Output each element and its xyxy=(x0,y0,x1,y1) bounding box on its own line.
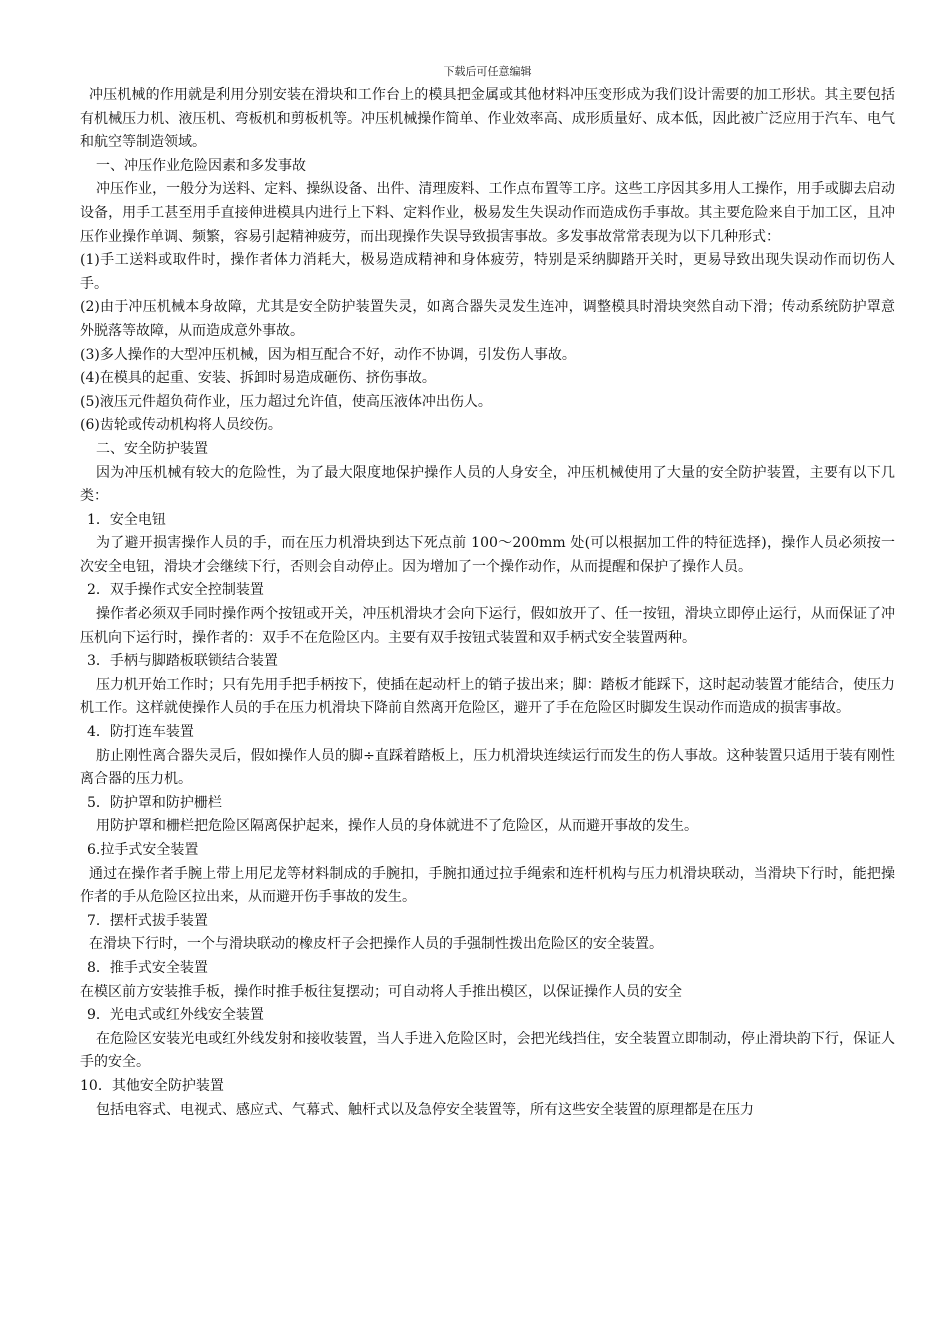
hazard-item-2: (2)由于冲压机械本身故障，尤其是安全防护装置失灵，如离合器失灵发生连冲，调整模具时滑块突然自动下滑；传动系统防护罩意外脱落等故障，从而造成意外事故。 xyxy=(80,299,895,339)
device-9-heading: 9．光电式或红外线安全装置 xyxy=(87,1007,264,1024)
device-5-body: 用防护罩和栅栏把危险区隔离保护起来，操作人员的身体就进不了危险区，从而避开事故的发生。 xyxy=(96,818,698,835)
device-7-body: 在滑块下行时，一个与滑块联动的橡皮杆子会把操作人员的手强制性拨出危险区的安全装置。 xyxy=(89,936,663,953)
device-4-heading: 4．防打连车装置 xyxy=(87,724,194,741)
document-page xyxy=(80,64,895,1122)
device-8-heading: 8．推手式安全装置 xyxy=(87,959,208,976)
device-1-heading: 1．安全电钮 xyxy=(87,511,166,528)
hazard-item-6: (6)齿轮或传动机构将人员绞伤。 xyxy=(80,417,282,434)
device-1-body: 为了避开损害操作人员的手，而在压力机滑块到达下死点前 100～200mm 处(可以根据加工件的特征选择)，操作人员必须按一次安全电钮，滑块才会继续下行，否则会自动停止。因为增加了一个操作动作，从而提醒和保护了操作人员。 xyxy=(80,535,895,575)
device-4-body: 肪止刚性离合器失灵后，假如操作人员的脚÷直踩着踏板上，压力机滑块连续运行而发生的伤人事故。这种装置只适用于装有刚性离合器的压力机。 xyxy=(80,747,895,788)
device-6-body: 通过在操作者手腕上带上用尼龙等材料制成的手腕扣，手腕扣通过拉手绳索和连杆机构与压力机滑块联动，当滑块下行时，能把操作者的手从危险区拉出来，从而避开伤手事故的发生。 xyxy=(80,865,895,906)
device-5-heading: 5．防护罩和防护栅栏 xyxy=(87,794,222,811)
section1-title: 一、冲压作业危险因素和多发事故 xyxy=(96,157,306,174)
hazard-item-3: (3)多人操作的大型冲压机械，因为相互配合不好，动作不协调，引发伤人事故。 xyxy=(80,346,576,363)
intro-paragraph: 冲压机械的作用就是利用分别安装在滑块和工作台上的模具把金属或其他材料冲压变形成为我们设计需要的加工形状。其主要包括有机械压力机、液压机、弯板机和剪板机等。冲压机械操作简单、作业效率高、成形质量好、成本低，因此被广泛应用于汽车、电气和航空等制造领域。 xyxy=(80,87,895,151)
page-header: 下载后可任意编辑 xyxy=(443,65,532,78)
device-2-heading: 2．双手操作式安全控制装置 xyxy=(87,582,264,599)
hazard-item-1: (1)手工送料或取件时，操作者体力消耗大，极易造成精神和身体疲劳，特别是采纳脚踏开关时，更易导致出现失误动作而切伤人手。 xyxy=(80,252,895,292)
device-3-body: 压力机开始工作时；只有先用手把手柄按下，使插在起动杆上的销子拔出来；脚：踏板才能踩下，这时起动装置才能结合，使压力机工作。这样就使操作人员的手在压力机滑块下降前自然离开危险区，避开了手在危险区时脚发生误动作而造成的损害事故。 xyxy=(80,676,895,717)
device-8-body: 在模区前方安装推手板，操作时推手板往复摆动；可自动将人手推出模区，以保证操作人员的安全 xyxy=(80,983,682,1000)
hazard-item-5: (5)液压元件超负荷作业，压力超过允许值，使高压液体冲出伤人。 xyxy=(80,393,492,410)
device-9-body: 在危险区安装光电或红外线发射和接收装置，当人手进入危险区时，会把光线挡住，安全装置立即制动，停止滑块韵下行，保证人手的安全。 xyxy=(80,1030,895,1071)
section1-paragraph: 冲压作业，一般分为送料、定料、操纵设备、出件、清理废料、工作点布置等工序。这些工序因其多用人工操作，用手或脚去启动设备，用手工甚至用手直接伸进模具内进行上下料、定料作业，极易发生失误动作而造成伤手事故。其主要危险来自于加工区，且冲压作业操作单调、频繁，容易引起精神疲劳，而出现操作失误导致损害事故。多发事故常常表现为以下几种形式： xyxy=(80,181,895,245)
device-10-heading: 10．其他安全防护装置 xyxy=(80,1077,224,1094)
device-10-body: 包括电容式、电视式、感应式、气幕式、触杆式以及急停安全装置等，所有这些安全装置的原理都是在压力 xyxy=(96,1101,754,1118)
hazard-item-4: (4)在模具的起重、安装、拆卸时易造成砸伤、挤伤事故。 xyxy=(80,370,436,387)
section2-paragraph: 因为冲压机械有较大的危险性，为了最大限度地保护操作人员的人身安全，冲压机械使用了大量的安全防护装置，主要有以下几类： xyxy=(80,464,895,505)
section2-title: 二、安全防护装置 xyxy=(96,440,208,457)
device-2-body: 操作者必须双手同时操作两个按钮或开关，冲压机滑块才会向下运行，假如放开了、任一按钮，滑块立即停止运行，从而保证了冲压机向下运行时，操作者的：双手不在危险区内。主要有双手按钮式装置和双手柄式安全装置两种。 xyxy=(80,606,895,646)
device-7-heading: 7．摆杆式拔手装置 xyxy=(87,912,208,929)
device-6-heading: 6.拉手式安全装置 xyxy=(87,842,199,858)
device-3-heading: 3．手柄与脚踏板联锁结合装置 xyxy=(87,653,278,670)
